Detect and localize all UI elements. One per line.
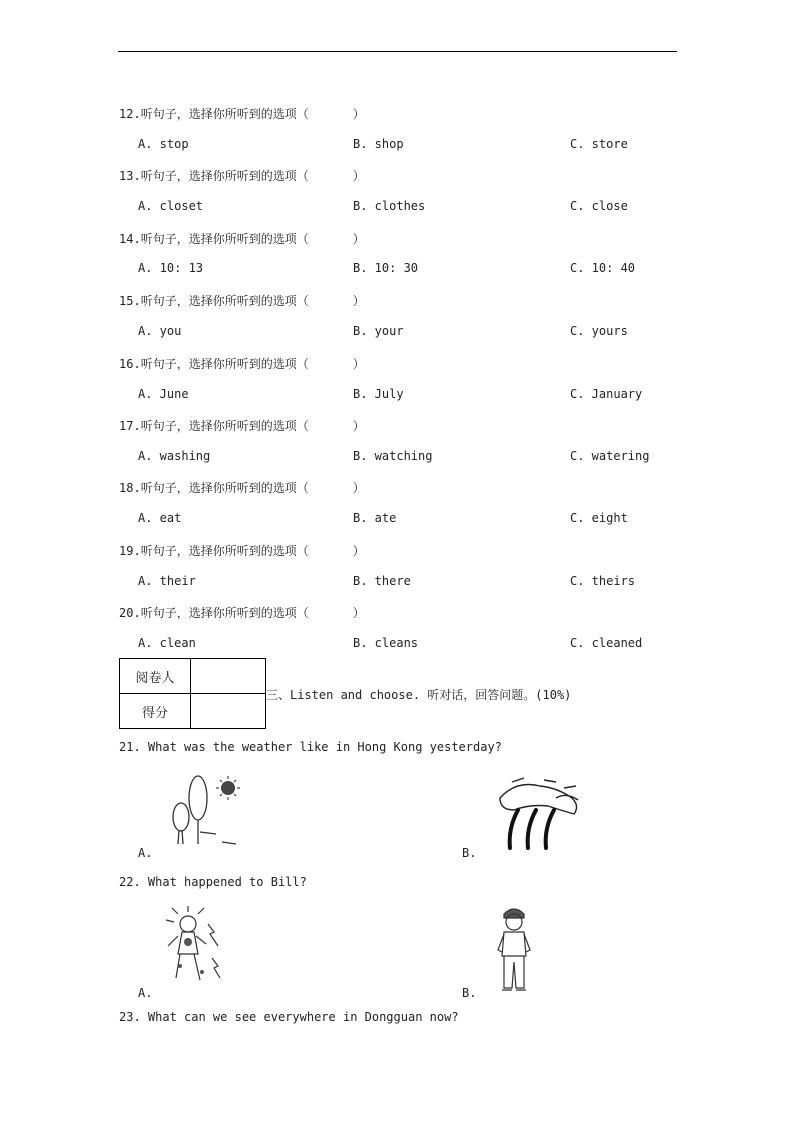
option-a[interactable]: A. their [138,574,196,588]
option-b[interactable]: B. ate [353,511,397,525]
reviewer-label: 阅卷人 [120,659,191,694]
option-b[interactable]: B. July [353,387,404,401]
score-cell[interactable] [191,694,266,729]
question-20: 20.听句子，选择你所听到的选项（ ） [119,606,365,620]
option-b[interactable]: B. there [353,574,411,588]
standing-boy-icon[interactable] [494,904,534,996]
question-14: 14.听句子，选择你所听到的选项（ ） [119,232,365,246]
option-c[interactable]: C. yours [570,324,628,338]
score-label: 得分 [120,694,191,729]
option-a[interactable]: A. 10: 13 [138,261,204,275]
option-a[interactable]: A. stop [138,137,189,151]
option-c[interactable]: C. 10: 40 [570,261,636,275]
question-21: 21. What was the weather like in Hong Kong yesterday? [119,740,502,754]
option-b[interactable]: B. cleans [353,636,419,650]
option-a-label: A. [138,846,153,860]
question-22: 22. What happened to Bill? [119,875,307,889]
question-13: 13.听句子，选择你所听到的选项（ ） [119,169,365,183]
option-b-label: B. [462,986,477,1000]
question-23: 23. What can we see everywhere in Dongguan now? [119,1010,459,1024]
option-a[interactable]: A. eat [138,511,182,525]
option-b[interactable]: B. your [353,324,404,338]
option-c[interactable]: C. January [570,387,643,401]
reviewer-cell[interactable] [191,659,266,694]
option-c[interactable]: C. eight [570,511,628,525]
question-19: 19.听句子，选择你所听到的选项（ ） [119,544,365,558]
option-b[interactable]: B. shop [353,137,404,151]
question-16: 16.听句子，选择你所听到的选项（ ） [119,357,365,371]
option-b[interactable]: B. clothes [353,199,426,213]
option-a[interactable]: A. June [138,387,189,401]
option-c[interactable]: C. store [570,137,628,151]
option-c[interactable]: C. close [570,199,628,213]
question-15: 15.听句子，选择你所听到的选项（ ） [119,294,365,308]
option-c[interactable]: C. watering [570,449,650,463]
option-b-label: B. [462,846,477,860]
option-a[interactable]: A. clean [138,636,196,650]
option-b[interactable]: B. watching [353,449,433,463]
option-a[interactable]: A. washing [138,449,211,463]
score-table [119,658,266,729]
option-a-label: A. [138,986,153,1000]
header-rule [118,51,677,52]
option-a[interactable]: A. closet [138,199,204,213]
option-c[interactable]: C. theirs [570,574,636,588]
option-b[interactable]: B. 10: 30 [353,261,419,275]
section-title: 三、Listen and choose. 听对话，回答问题。(10%) [266,688,572,702]
question-18: 18.听句子，选择你所听到的选项（ ） [119,481,365,495]
option-a[interactable]: A. you [138,324,182,338]
windy-trees-icon[interactable] [494,776,586,852]
option-c[interactable]: C. cleaned [570,636,643,650]
question-12: 12.听句子，选择你所听到的选项（ ） [119,107,365,121]
question-17: 17.听句子，选择你所听到的选项（ ） [119,419,365,433]
struck-boy-icon[interactable] [160,906,230,990]
sunny-trees-icon[interactable] [160,772,245,850]
